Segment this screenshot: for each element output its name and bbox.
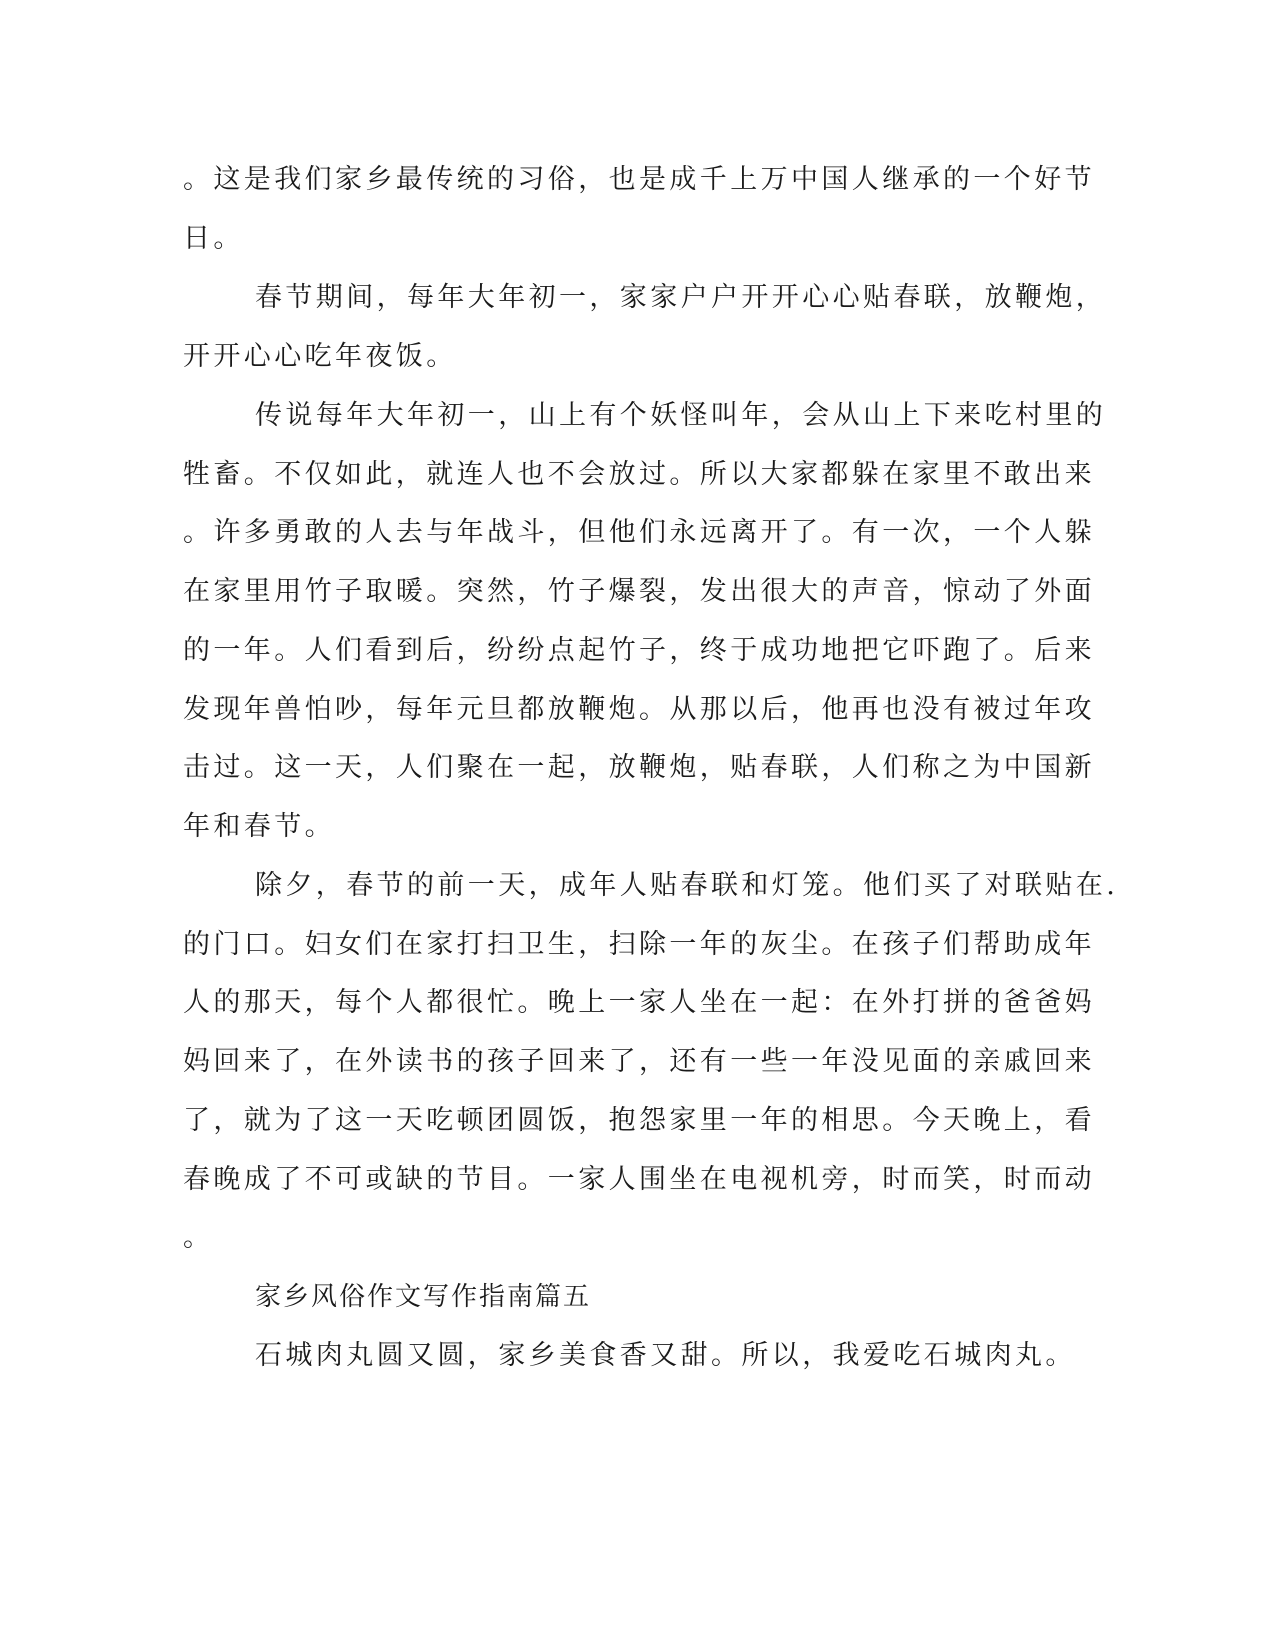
text-line: 的门口。妇女们在家打扫卫生，扫除一年的灰尘。在孩子们帮助成年 bbox=[183, 929, 1095, 960]
text-line: 开开心心吃年夜饭。 bbox=[183, 341, 457, 372]
text-line: 。这是我们家乡最传统的习俗，也是成千上万中国人继承的一个好节 bbox=[183, 164, 1095, 195]
paragraph-first-line: 传说每年大年初一，山上有个妖怪叫年，会从山上下来吃村里的 bbox=[255, 400, 1107, 431]
text-line: 春晚成了不可或缺的节目。一家人围坐在电视机旁，时而笑，时而动 bbox=[183, 1164, 1095, 1195]
text-line: 。 bbox=[183, 1222, 214, 1253]
text-line: 牲畜。不仅如此，就连人也不会放过。所以大家都躲在家里不敢出来 bbox=[183, 459, 1095, 490]
paragraph-first-line: 春节期间，每年大年初一，家家户户开开心心贴春联，放鞭炮， bbox=[255, 282, 1107, 313]
text-line: 了，就为了这一天吃顿团圆饭，抱怨家里一年的相思。今天晚上，看 bbox=[183, 1105, 1095, 1136]
text-line: 人的那天，每个人都很忙。晚上一家人坐在一起：在外打拼的爸爸妈 bbox=[183, 987, 1095, 1018]
text-line: 在家里用竹子取暖。突然，竹子爆裂，发出很大的声音，惊动了外面 bbox=[183, 576, 1095, 607]
paragraph-first-line: 石城肉丸圆又圆，家乡美食香又甜。所以，我爱吃石城肉丸。 bbox=[255, 1340, 1076, 1371]
text-line: 的一年。人们看到后，纷纷点起竹子，终于成功地把它吓跑了。后来 bbox=[183, 635, 1095, 666]
text-line: 。许多勇敢的人去与年战斗，但他们永远离开了。有一次，一个人躲 bbox=[183, 517, 1095, 548]
text-line: 日。 bbox=[183, 223, 244, 254]
section-title: 家乡风俗作文写作指南篇五 bbox=[255, 1282, 592, 1312]
text-line: 发现年兽怕吵，每年元旦都放鞭炮。从那以后，他再也没有被过年攻 bbox=[183, 694, 1095, 725]
paragraph-first-line: 除夕，春节的前一天，成年人贴春联和灯笼。他们买了对联贴在. bbox=[255, 870, 1119, 901]
text-line: 年和春节。 bbox=[183, 811, 335, 842]
text-line: 击过。这一天，人们聚在一起，放鞭炮，贴春联，人们称之为中国新 bbox=[183, 752, 1095, 783]
text-line: 妈回来了，在外读书的孩子回来了，还有一些一年没见面的亲戚回来 bbox=[183, 1046, 1095, 1077]
